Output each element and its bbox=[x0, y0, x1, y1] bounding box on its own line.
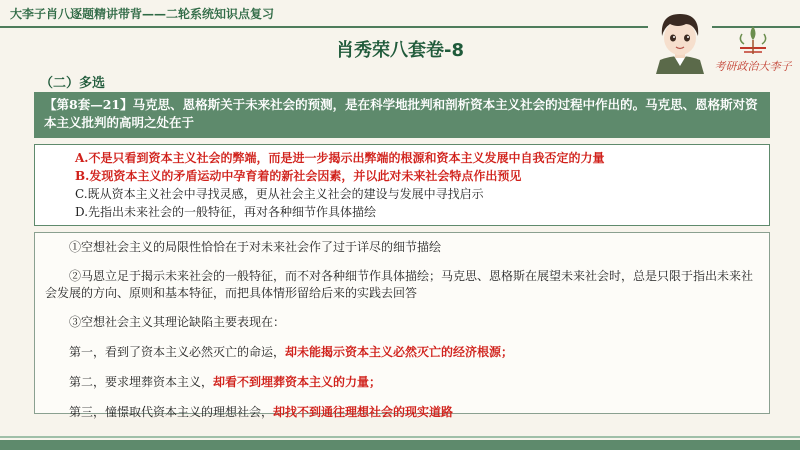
avatar-icon bbox=[648, 8, 712, 74]
section-header: （二）多选 bbox=[40, 76, 106, 91]
option-c: C.既从资本主义社会中寻找灵感，更从社会主义社会的建设与发展中寻找启示 bbox=[75, 187, 484, 201]
question-box bbox=[34, 92, 770, 138]
analysis-second bbox=[45, 374, 759, 391]
analysis-first-plain: 第一，看到了资本主义必然灭亡的命运， bbox=[69, 345, 286, 359]
analysis-point-1: ①空想社会主义的局限性恰恰在于对未来社会作了过于详尽的细节描绘 bbox=[69, 240, 442, 254]
options-box bbox=[34, 144, 770, 226]
series-title: 大李子肖八逐题精讲带背——二轮系统知识点复习 bbox=[10, 7, 275, 21]
option-d: D.先指出未来社会的一般特征，再对各种细节作具体描绘 bbox=[75, 205, 377, 219]
analysis-third bbox=[45, 404, 759, 421]
option-a: A.不是只看到资本主义社会的弊端，而是进一步揭示出弊端的根源和资本主义发展中自我否定的力量 bbox=[75, 151, 605, 165]
analysis-point-3: ③空想社会主义其理论缺陷主要表现在： bbox=[69, 315, 286, 329]
question-text: 【第8套—21】马克思、恩格斯关于未来社会的预测，是在科学地批判和剖析资本主义社会的过程中作出的。马克思、恩格斯对资本主义批判的高明之处在于 bbox=[44, 97, 758, 130]
bottom-accent-line bbox=[0, 436, 800, 438]
analysis-first bbox=[45, 344, 759, 361]
analysis-first-highlight: 却未能揭示资本主义必然灭亡的经济根源； bbox=[285, 345, 514, 359]
analysis-box bbox=[34, 232, 770, 419]
analysis-second-plain: 第二，要求埋葬资本主义， bbox=[69, 375, 214, 389]
analysis-third-highlight: 却找不到通往理想社会的现实道路 bbox=[273, 405, 454, 419]
page-title: 肖秀荣八套卷-8 bbox=[336, 40, 464, 61]
bottom-bar bbox=[0, 440, 800, 450]
analysis-third-plain: 第三，憧憬取代资本主义的理想社会， bbox=[69, 405, 274, 419]
option-b: B.发现资本主义的矛盾运动中孕育着的新社会因素，并以此对未来社会特点作出预见 bbox=[75, 169, 522, 183]
analysis-point-2: ②马恩立足于揭示未来社会的一般特征，而不对各种细节作具体描绘；马克思、恩格斯在展望未来社会时，总是只限于指出未来社会发展的方向、原则和基本特征，而把具体情形留给后来的实践去回答 bbox=[45, 269, 754, 300]
analysis-second-highlight: 却看不到埋葬资本主义的力量； bbox=[213, 375, 382, 389]
logo-emblem-icon bbox=[712, 20, 794, 60]
logo-text: 考研政治大李子 bbox=[714, 60, 792, 73]
brand-logo bbox=[712, 20, 794, 80]
